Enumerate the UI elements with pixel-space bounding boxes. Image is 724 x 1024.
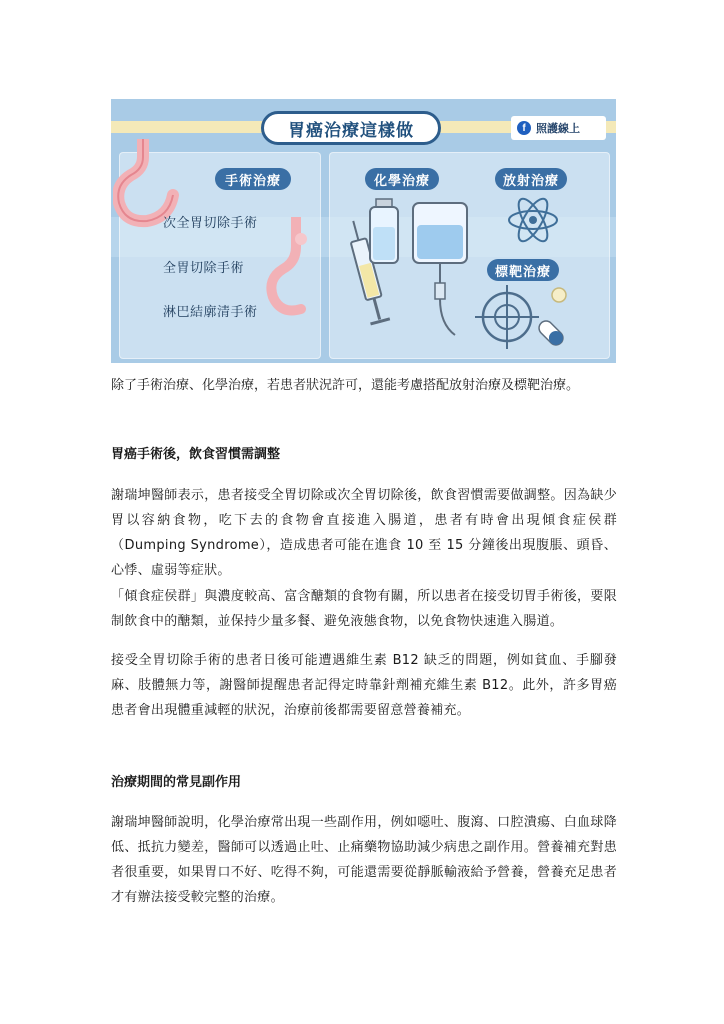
section-heading: 治療期間的常見副作用 [111,775,242,790]
paragraph: 接受全胃切除手術的患者日後可能遭遇維生素 B12 缺乏的問題，例如貧血、手腳發麻、肢體無力等，謝醫師提醒患者記得定時靠針劑補充維生素 B12。此外，許多胃癌患者會出現體重減輕的狀況，治療前後都需要留意營養補充。 [111,653,617,718]
image-caption: 除了手術治療、化學治療，若患者狀況許可，還能考慮搭配放射治療及標靶治療。 [111,378,580,393]
surgery-label: 手術治療 [215,168,291,190]
stomach-icon [261,217,326,327]
paragraph: 「傾食症侯群」與濃度較高、富含醣類的食物有關，所以患者在接受切胃手術後，要限制飲食中的醣類，並保持少量多餐、避免液態食物，以免食物快速進入腸道。 [111,589,617,629]
section-heading: 胃癌手術後，飲食習慣需調整 [111,447,281,462]
vial-icon [364,197,404,267]
paragraph: 謝瑞坤醫師說明，化學治療常出現一些副作用，例如噁吐、腹瀉、口腔潰瘍、白血球降低、抵抗力變差，醫師可以透過止吐、止痛藥物協助減少病患之副作用。營養補充對患者很重要，如果胃口不好、吃得不夠，可能還需要從靜脈輸液給予營養，營養充足患者才有辦法接受較完整的治療。 [111,815,617,905]
surgery-item: 淋巴結廓清手術 [163,305,258,320]
brand-badge [511,116,606,140]
iv-bag-icon [409,199,471,339]
brand-name: 照護線上 [536,122,580,135]
atom-icon [503,195,563,245]
paragraph: 謝瑞坤醫師表示，患者接受全胃切除或次全胃切除後，飲食習慣需要做調整。因為缺少胃以容納食物，吃下去的食物會直接進入腸道，患者有時會出現傾食症侯群（Dumping Syndrome），造成患者可能在進食 10 至 15 分鐘後出現腹脹、頭昏、心悸、虛弱等症狀。 [111,488,617,578]
infographic-title: 胃癌治療這樣做 [261,111,441,145]
surgery-item: 全胃切除手術 [163,261,245,276]
facebook-icon: f [517,121,531,135]
radiotherapy-label: 放射治療 [495,168,567,190]
sphere-icon [549,285,569,305]
surgery-item: 次全胃切除手術 [163,216,258,231]
pill-icon [531,313,571,353]
targeted-therapy-label: 標靶治療 [487,259,559,281]
gastric-cancer-infographic [111,99,616,363]
chemotherapy-label: 化學治療 [365,168,439,190]
